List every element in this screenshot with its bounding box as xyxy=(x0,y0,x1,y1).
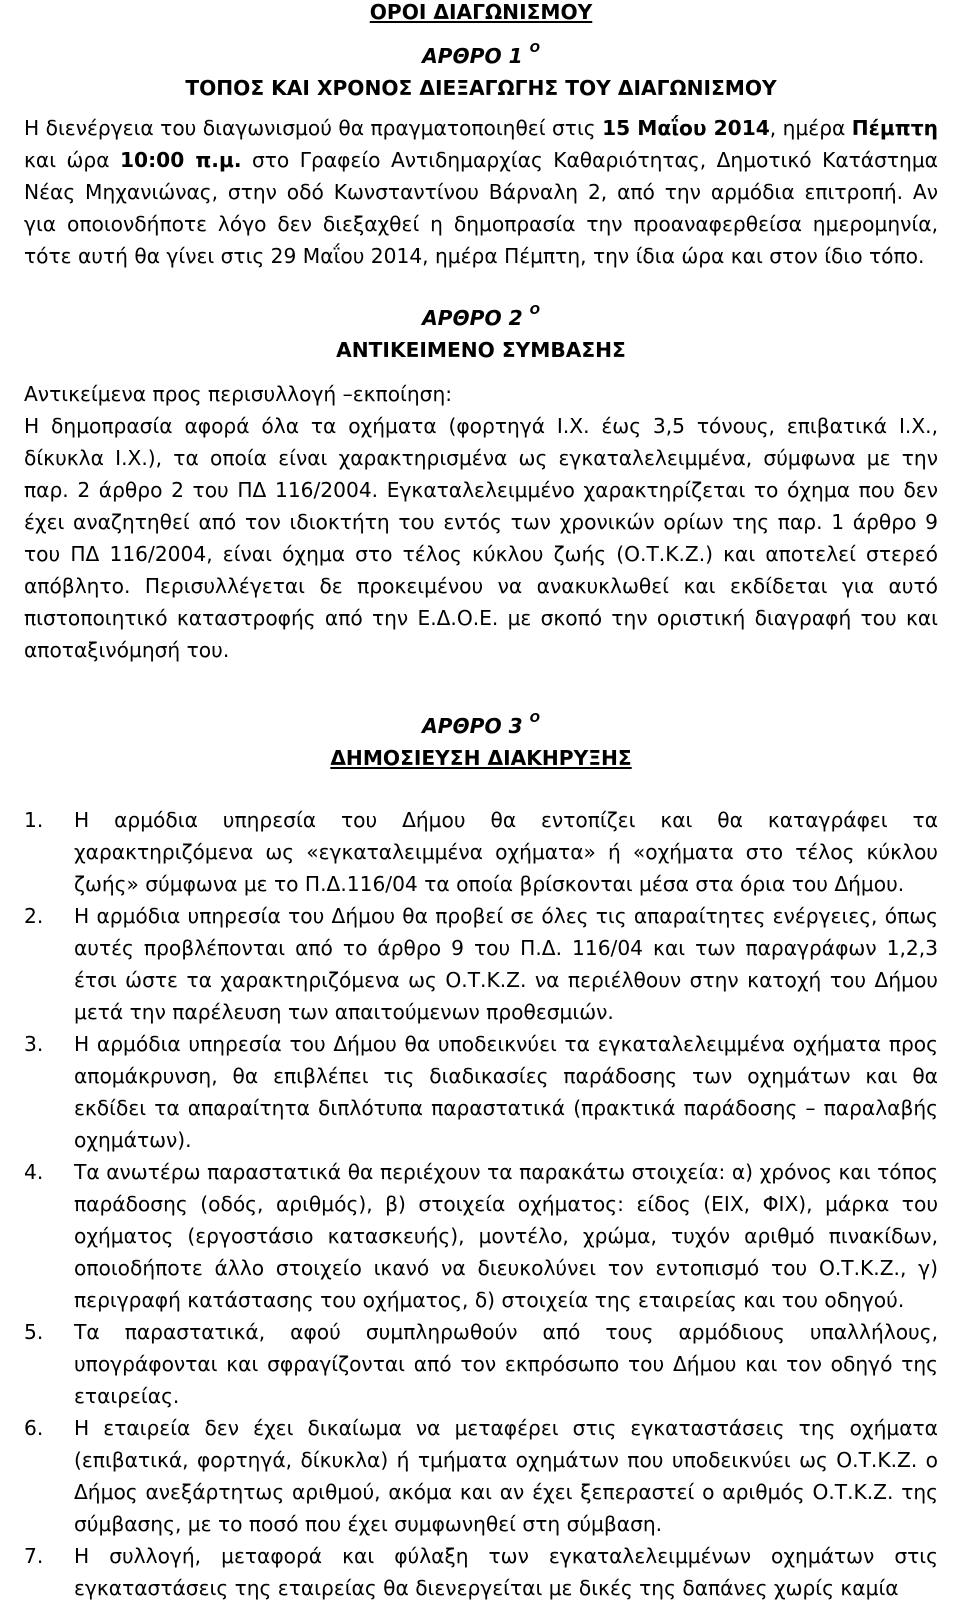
article-subtitle: ΔΗΜΟΣΙΕΥΣΗ ΔΙΑΚΗΡΥΞΗΣ xyxy=(330,746,632,770)
text-run: στο Γραφείο Αντιδημαρχίας Καθαριότητας, Δημοτικό Κατάστημα Νέας Μηχανιώνας, στην οδό Κωνσταντίνου Βάρναλη 2, από την αρμόδια επιτροπή. Αν για οποιονδήποτε λόγο δεν διεξαχθεί η δημοπρασία την προαναφερθείσα ημερομηνία, τότε αυτή θα γίνει στις 29 Μαΐου 2014, ημέρα Πέμπτη, την ίδια ώρα και στον ίδιο τόπο. xyxy=(24,148,938,268)
list-item xyxy=(24,1540,938,1604)
list-item-text: Τα ανωτέρω παραστατικά θα περιέχουν τα παρακάτω στοιχεία: α) χρόνος και τόπος παράδοσης (οδός, αριθμός), β) στοιχεία οχήματος: είδος (ΕΙΧ, ΦΙΧ), μάρκα του οχήματος (εργοστάσιο κατασκευής), μοντέλο, χρώμα, τυχόν αριθμό πινακίδων, οποιοδήποτε άλλο στοιχείο ικανό να διευκολύνει τον εντοπισμό του Ο.Τ.Κ.Ζ., γ) περιγραφή κατάστασης του οχήματος, δ) στοιχεία της εταιρείας και του οδηγού. xyxy=(74,1160,938,1312)
list-item-text: Η εταιρεία δεν έχει δικαίωμα να μεταφέρει στις εγκαταστάσεις της οχήματα (επιβατικά, φορτηγά, δίκυκλα) ή τμήματα οχημάτων που υποδεικνύει ως Ο.Τ.Κ.Ζ. ο Δήμος ανεξάρτητως αριθμού, ακόμα και αν έχει ξεπεραστεί ο αριθμός Ο.Τ.Κ.Ζ. της σύμβασης, με το ποσό που έχει συμφωνηθεί στη σύμβαση. xyxy=(74,1416,938,1536)
list-item-number: 4. xyxy=(24,1160,44,1184)
ordinal-superscript: Ο xyxy=(529,711,540,726)
article-number: ΑΡΘΡΟ 2 xyxy=(422,306,523,330)
list-item-text: Η συλλογή, μεταφορά και φύλαξη των εγκαταλελειμμένων οχημάτων στις εγκαταστάσεις της εταιρείας θα διενεργείται με δικές της δαπάνες χωρίς καμία xyxy=(74,1544,938,1600)
list-item xyxy=(24,1156,938,1316)
article-3 xyxy=(24,710,938,1604)
list-item-text: Η αρμόδια υπηρεσία του Δήμου θα υποδεικνύει τα εγκαταλελειμμένα οχήματα προς απομάκρυνση, θα επιβλέπει τις διαδικασίες παράδοσης των οχημάτων και θα εκδίδει τα απαραίτητα διπλότυπα παραστατικά (πρακτικά παράδοσης – παραλαβής οχημάτων). xyxy=(74,1032,938,1152)
date-emphasis: 15 Μαΐου 2014 xyxy=(602,116,770,140)
list-item-text: Η αρμόδια υπηρεσία του Δήμου θα προβεί σε όλες τις απαραίτητες ενέργειες, όπως αυτές προβλέπονται από το άρθρο 9 του Π.Δ. 116/04 και των παραγράφων 1,2,3 έτσι ώστε τα χαρακτηριζόμενα ως Ο.Τ.Κ.Ζ. να περιέλθουν στην κατοχή του Δήμου μετά την παρέλευση των απαιτούμενων προθεσμιών. xyxy=(74,904,938,1024)
list-item-text: Η αρμόδια υπηρεσία του Δήμου θα εντοπίζει και θα καταγράφει τα χαρακτηριζόμενα ως «εγκαταλειμμένα οχήματα» ή «οχήματα στο τέλος κύκλου ζωής» σύμφωνα με το Π.Δ.116/04 τα οποία βρίσκονται μέσα στα όρια του Δήμου. xyxy=(74,808,938,896)
day-emphasis: Πέμπτη xyxy=(851,116,938,140)
time-emphasis: 10:00 π.μ. xyxy=(120,148,242,172)
text-run: και ώρα xyxy=(24,148,120,172)
article-heading xyxy=(24,40,938,72)
article-number: ΑΡΘΡΟ 3 xyxy=(422,714,523,738)
text-run: , ημέρα xyxy=(769,116,852,140)
list-item-number: 2. xyxy=(24,904,44,928)
list-item-text: Τα παραστατικά, αφού συμπληρωθούν από τους αρμόδιους υπαλλήλους, υπογράφονται και σφραγίζονται από τον εκπρόσωπο του Δήμου και τον οδηγό της εταιρείας. xyxy=(74,1320,938,1408)
list-item-number: 1. xyxy=(24,808,44,832)
article-2 xyxy=(24,302,938,666)
list-item-number: 7. xyxy=(24,1544,44,1568)
article-number: ΑΡΘΡΟ 1 xyxy=(422,44,523,68)
article-heading xyxy=(24,710,938,742)
text-run: Η διενέργεια του διαγωνισμού θα πραγματοποιηθεί στις xyxy=(24,116,603,140)
list-item-number: 6. xyxy=(24,1416,44,1440)
article-paragraph: Η δημοπρασία αφορά όλα τα οχήματα (φορτηγά Ι.Χ. έως 3,5 τόνους, επιβατικά Ι.Χ., δίκυκλα Ι.Χ.), τα οποία είναι χαρακτηρισμένα ως εγκαταλελειμμένα, σύμφωνα με την παρ. 2 άρθρο 2 του ΠΔ 116/2004. Εγκαταλελειμμένο χαρακτηρίζεται το όχημα που δεν έχει αναζητηθεί από τον ιδιοκτήτη του εντός των χρονικών ορίων της παρ. 1 άρθρο 9 του ΠΔ 116/2004, είναι όχημα στο τέλος κύκλου ζωής (Ο.Τ.Κ.Ζ.) και αποτελεί στερεό απόβλητο. Περισυλλέγεται δε προκειμένου να ανακυκλωθεί και εκδίδεται για αυτό πιστοποιητικό καταστροφής από την Ε.Δ.Ο.Ε. με σκοπό την οριστική διαγραφή του και αποταξινόμησή του. xyxy=(24,414,938,662)
list-item-number: 5. xyxy=(24,1320,44,1344)
document-title: ΟΡΟΙ ΔΙΑΓΩΝΙΣΜΟΥ xyxy=(369,0,593,24)
article-intro-line: Αντικείμενα προς περισυλλογή –εκποίηση: xyxy=(24,382,453,406)
list-item xyxy=(24,1028,938,1156)
list-item xyxy=(24,1316,938,1412)
list-item-number: 3. xyxy=(24,1032,44,1056)
article-subtitle: ΤΟΠΟΣ ΚΑΙ ΧΡΟΝΟΣ ΔΙΕΞΑΓΩΓΗΣ ΤΟΥ ΔΙΑΓΩΝΙΣΜΟΥ xyxy=(185,76,777,100)
article-paragraph xyxy=(24,112,938,272)
list-item xyxy=(24,804,938,900)
numbered-list xyxy=(24,804,938,1604)
ordinal-superscript: Ο xyxy=(529,303,540,318)
list-item xyxy=(24,900,938,1028)
article-heading xyxy=(24,302,938,334)
list-item xyxy=(24,1412,938,1540)
article-subtitle: ΑΝΤΙΚΕΙΜΕΝΟ ΣΥΜΒΑΣΗΣ xyxy=(336,338,626,362)
ordinal-superscript: Ο xyxy=(529,41,540,56)
article-1 xyxy=(24,40,938,272)
